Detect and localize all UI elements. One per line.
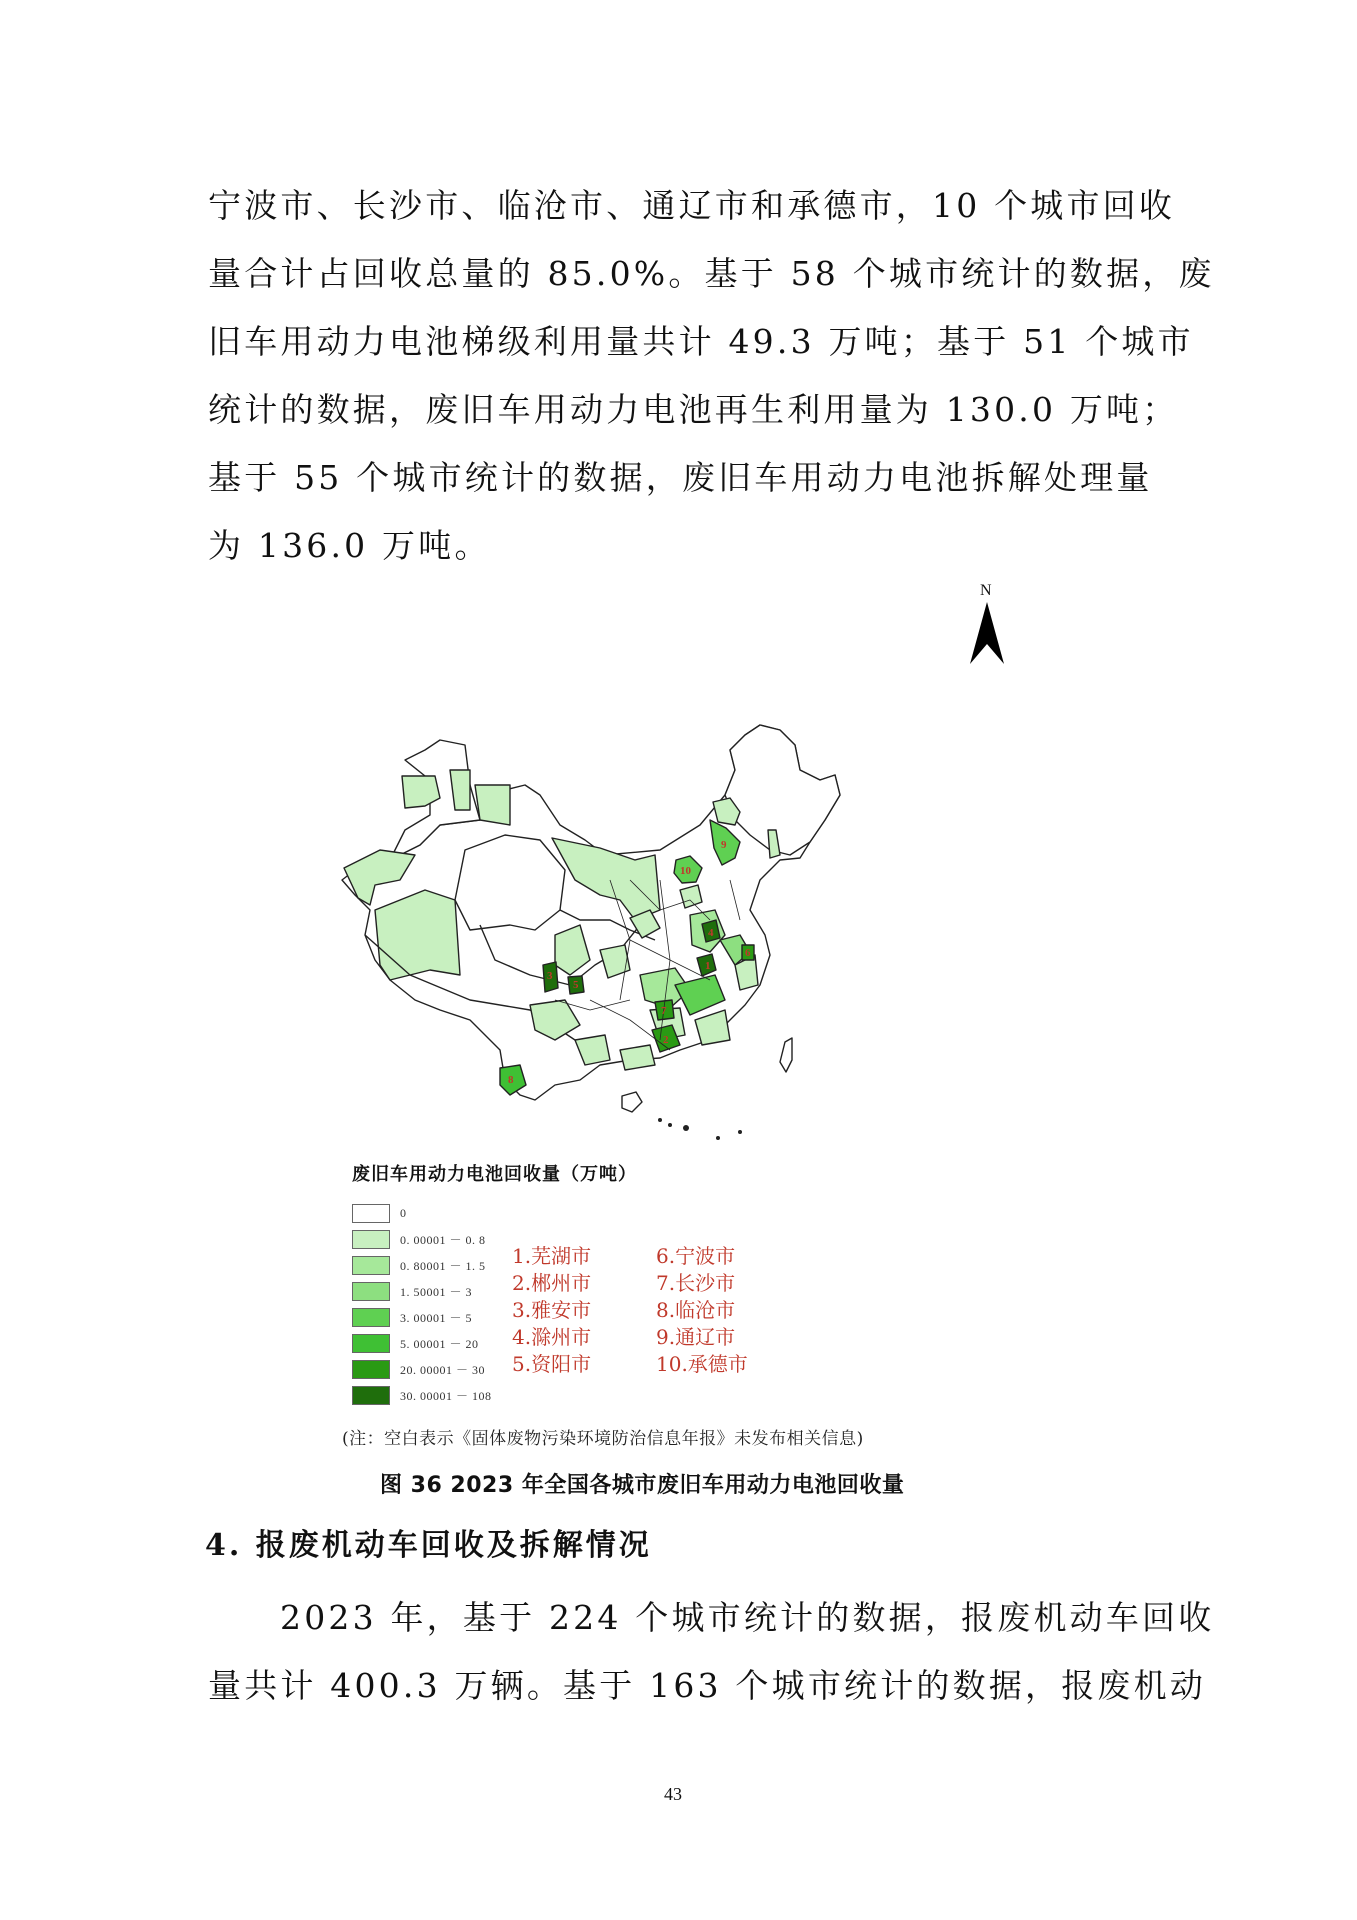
north-label: N — [980, 582, 992, 599]
legend-item — [352, 1200, 772, 1226]
svg-text:10: 10 — [680, 865, 691, 877]
top-cities-list-2 — [656, 1243, 748, 1378]
city-item: 5.资阳市 — [512, 1352, 592, 1376]
legend-swatch — [352, 1386, 390, 1405]
legend-label: 0. 00001 － 0. 8 — [400, 1232, 486, 1247]
city-item: 1.芜湖市 — [512, 1244, 592, 1268]
region-green — [620, 1045, 655, 1070]
figure-caption: 图 36 2023 年全国各城市废旧车用动力电池回收量 — [380, 1473, 905, 1498]
city-item: 6.宁波市 — [656, 1244, 736, 1268]
legend-label: 30. 00001 － 108 — [400, 1388, 492, 1403]
text-line: 2023 年，基于 224 个城市统计的数据，报废机动车回收 — [280, 1598, 1215, 1637]
region-green — [475, 785, 510, 825]
text-line: 统计的数据，废旧车用动力电池再生利用量为 130.0 万吨； — [208, 390, 1179, 429]
legend-label: 0 — [400, 1205, 407, 1220]
city-item: 9.通辽市 — [656, 1325, 736, 1349]
text-line: 旧车用动力电池梯级利用量共计 49.3 万吨；基于 51 个城市 — [208, 322, 1194, 361]
legend-swatch — [352, 1282, 390, 1301]
svg-text:6: 6 — [745, 947, 751, 959]
city-item: 7.长沙市 — [656, 1271, 736, 1295]
svg-text:1: 1 — [705, 960, 711, 972]
taiwan-island — [780, 1038, 792, 1072]
svg-text:9: 9 — [721, 839, 727, 851]
city-item: 8.临沧市 — [656, 1298, 736, 1322]
legend-label: 3. 00001 － 5 — [400, 1310, 473, 1325]
legend-swatch — [352, 1256, 390, 1275]
city-item: 2.郴州市 — [512, 1271, 592, 1295]
hainan-island — [622, 1092, 642, 1112]
svg-text:3: 3 — [547, 970, 553, 982]
text-line: 量共计 400.3 万辆。基于 163 个城市统计的数据，报废机动 — [208, 1666, 1207, 1705]
body-paragraph-1 — [208, 172, 1215, 580]
svg-text:2: 2 — [663, 1034, 669, 1046]
top-cities-list-1 — [512, 1243, 591, 1378]
legend-label: 20. 00001 － 30 — [400, 1362, 486, 1377]
legend-swatch — [352, 1204, 390, 1223]
legend-swatch — [352, 1230, 390, 1249]
south-china-sea-islands — [658, 1118, 742, 1140]
svg-text:4: 4 — [708, 927, 714, 939]
legend-item — [352, 1382, 772, 1408]
figure-note: (注：空白表示《固体废物污染环境防治信息年报》未发布相关信息) — [342, 1429, 864, 1449]
legend-label: 1. 50001 － 3 — [400, 1284, 473, 1299]
body-paragraph-2 — [208, 1584, 1215, 1720]
section-heading: 4. 报废机动车回收及拆解情况 — [205, 1528, 652, 1563]
text-line: 基于 55 个城市统计的数据，废旧车用动力电池拆解处理量 — [208, 458, 1153, 497]
text-line: 宁波市、长沙市、临沧市、通辽市和承德市，10 个城市回收 — [208, 186, 1176, 225]
map-graphic — [330, 580, 1030, 1160]
city-item: 10.承德市 — [656, 1352, 748, 1376]
legend-swatch — [352, 1308, 390, 1327]
legend-title: 废旧车用动力电池回收量（万吨） — [352, 1164, 637, 1185]
legend-swatch — [352, 1360, 390, 1379]
city-item: 3.雅安市 — [512, 1298, 592, 1322]
legend-swatch — [352, 1334, 390, 1353]
legend-label: 0. 80001 － 1. 5 — [400, 1258, 486, 1273]
legend-label: 5. 00001 － 20 — [400, 1336, 479, 1351]
svg-text:7: 7 — [661, 1005, 667, 1017]
city-item: 4.滁州市 — [512, 1325, 592, 1349]
text-line: 为 136.0 万吨。 — [208, 526, 491, 565]
svg-text:5: 5 — [573, 979, 579, 991]
text-line: 量合计占回收总量的 85.0%。基于 58 个城市统计的数据，废 — [208, 254, 1215, 293]
page-number: 43 — [664, 1784, 682, 1804]
svg-text:8: 8 — [508, 1074, 514, 1086]
